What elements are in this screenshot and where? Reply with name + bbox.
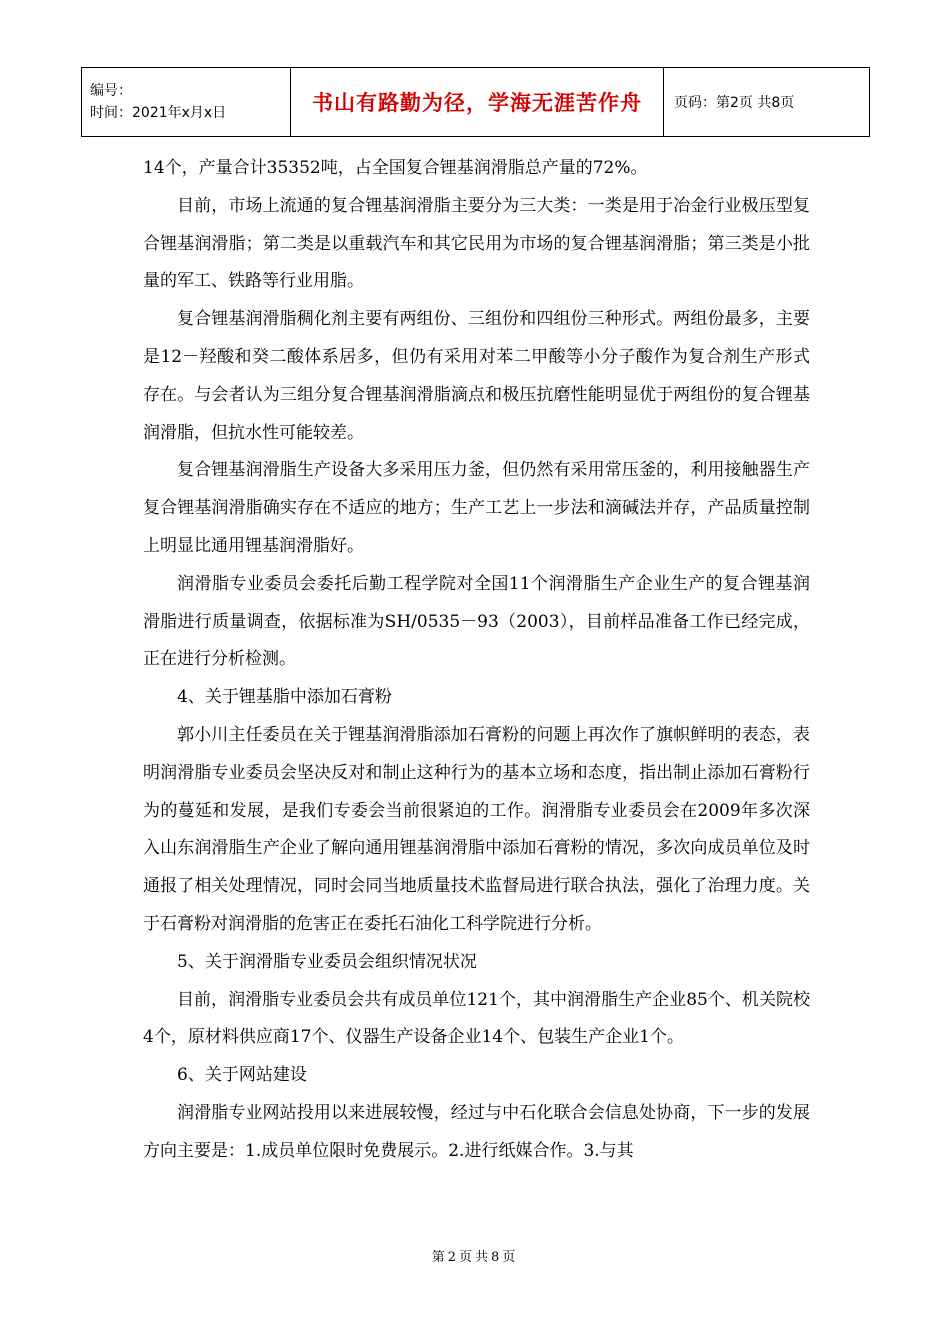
document-number: 编号： (90, 83, 132, 99)
document-date: 时间：2021年x月x日 (90, 105, 227, 121)
header-page-info: 页码：第2页 共8页 (664, 68, 870, 137)
paragraph: 润滑脂专业委员会委托后勤工程学院对全国11个润滑脂生产企业生产的复合锂基润滑脂进行质量调查，依据标准为SH/0535－93（2003），目前样品准备工作已经完成，正在进行分析检测。 (143, 573, 810, 670)
section-heading: 4、关于锂基脂中添加石膏粉 (177, 687, 392, 708)
section-heading: 6、关于网站建设 (177, 1065, 307, 1086)
paragraph: 目前，市场上流通的复合锂基润滑脂主要分为三大类：一类是用于冶金行业极压型复合锂基润滑脂；第二类是以重载汽车和其它民用为市场的复合锂基润滑脂；第三类是小批量的军工、铁路等行业用脂。 (143, 195, 810, 292)
page-header (81, 67, 870, 137)
paragraph: 郭小川主任委员在关于锂基润滑脂添加石膏粉的问题上再次作了旗帜鲜明的表态，表明润滑脂专业委员会坚决反对和制止这种行为的基本立场和态度，指出制止添加石膏粉行为的蔓延和发展，是我们专委会当前很紧迫的工作。润滑脂专业委员会在2009年多次深入山东润滑脂生产企业了解向通用锂基润滑脂中添加石膏粉的情况，多次向成员单位及时通报了相关处理情况，同时会同当地质量技术监督局进行联合执法，强化了治理力度。关于石膏粉对润滑脂的危害正在委托石油化工科学院进行分析。 (143, 724, 810, 934)
section-heading: 5、关于润滑脂专业委员会组织情况状况 (177, 951, 477, 972)
header-motto-cell (291, 68, 664, 137)
header-meta (82, 68, 291, 137)
paragraph: 润滑脂专业网站投用以来进展较慢，经过与中石化联合会信息处协商，下一步的发展方向主要是：1.成员单位限时免费展示。2.进行纸媒合作。3.与其 (143, 1102, 810, 1161)
paragraph: 复合锂基润滑脂生产设备大多采用压力釜，但仍然有采用常压釜的，利用接触器生产复合锂基润滑脂确实存在不适应的地方；生产工艺上一步法和滴碱法并存，产品质量控制上明显比通用锂基润滑脂好。 (143, 460, 810, 556)
page-footer: 第2页共8页 (431, 1250, 519, 1265)
paragraph: 目前，润滑脂专业委员会共有成员单位121个，其中润滑脂生产企业85个、机关院校4个，原材料供应商17个、仪器生产设备企业14个、包装生产企业1个。 (143, 989, 810, 1048)
paragraph-continued: 14个，产量合计35352吨，占全国复合锂基润滑脂总产量的72%。 (143, 158, 648, 178)
document-body (143, 150, 810, 1171)
header-motto: 书山有路勤为径，学海无涯苦作舟 (312, 91, 642, 115)
paragraph: 复合锂基润滑脂稠化剂主要有两组份、三组份和四组份三种形式。两组份最多，主要是12－羟酸和癸二酸体系居多，但仍有采用对苯二甲酸等小分子酸作为复合剂生产形式存在。与会者认为三组分复合锂基润滑脂滴点和极压抗磨性能明显优于两组份的复合锂基润滑脂，但抗水性可能较差。 (143, 309, 810, 443)
